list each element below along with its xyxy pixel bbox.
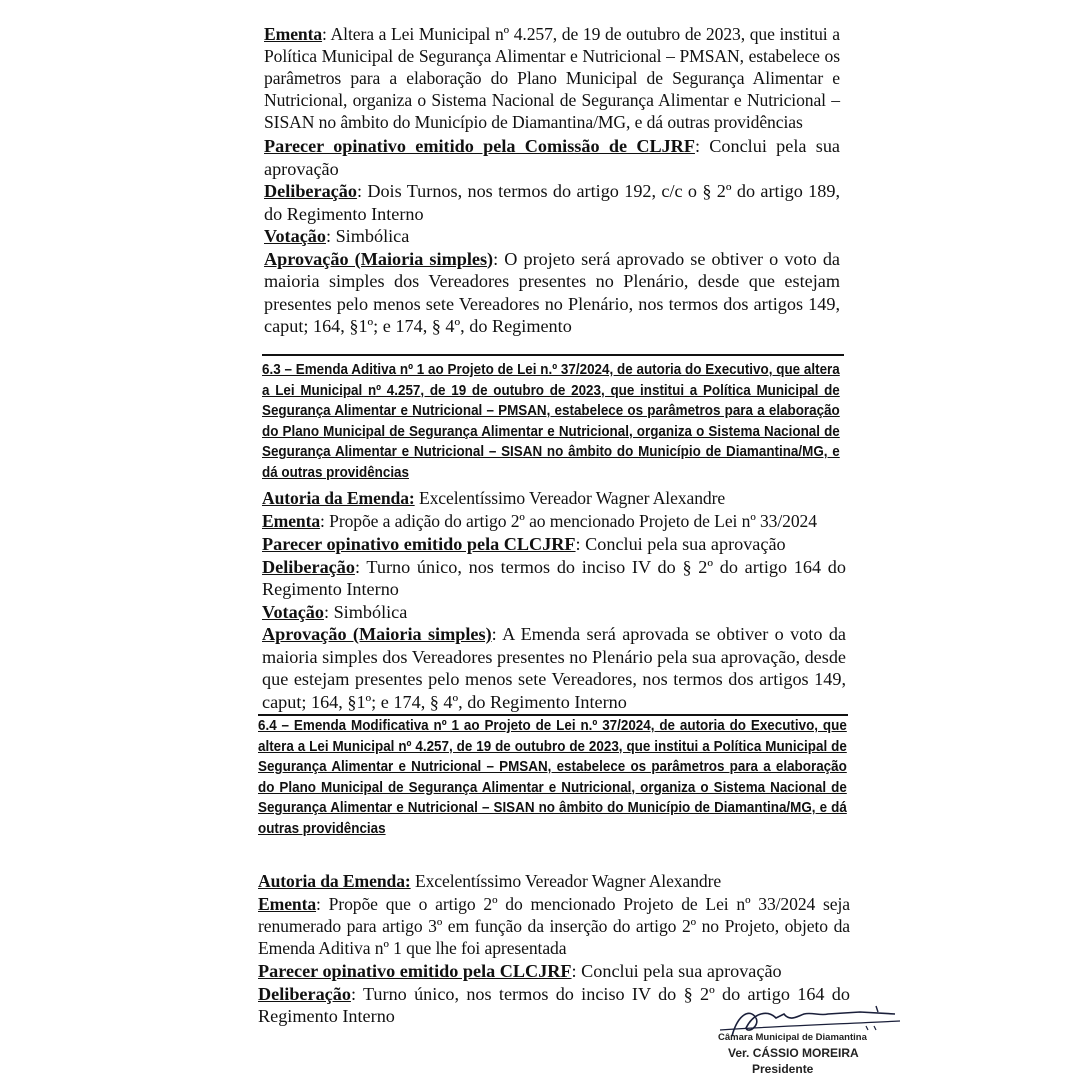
section-6-3-heading-wrap	[262, 360, 890, 484]
autoria-text: Excelentíssimo Vereador Wagner Alexandre	[414, 488, 726, 508]
section-divider	[262, 354, 844, 356]
stamp-title: Presidente	[752, 1062, 814, 1076]
votacao-text: : Simbólica	[323, 601, 408, 622]
deliberacao-label: Deliberação	[264, 181, 357, 201]
ementa-paragraph	[262, 510, 846, 532]
ementa-text: : Propõe que o artigo 2º do mencionado Projeto de Lei nº 33/2024 seja renumerado para artigo 3º em função da inserção do artigo 2º no Projeto, objeto da Emenda Aditiva nº 1 que lhe foi apresentada	[258, 894, 850, 958]
ementa-label: Ementa	[264, 24, 323, 44]
deliberacao-text: : Turno único, nos termos do inciso IV do § 2º do artigo 164 do Regimento Interno	[262, 556, 846, 599]
parecer-paragraph	[258, 960, 850, 983]
autoria-paragraph	[258, 870, 850, 892]
autoria-label: Autoria da Emenda:	[258, 871, 411, 891]
parecer-paragraph	[264, 135, 840, 180]
votacao-paragraph	[262, 601, 846, 624]
deliberacao-text: : Dois Turnos, nos termos do artigo 192, c/c o § 2º do artigo 189, do Regimento Interno	[264, 181, 840, 224]
ementa-paragraph	[258, 893, 850, 959]
ementa-paragraph	[264, 23, 840, 133]
autoria-paragraph	[262, 487, 846, 509]
parecer-text: : Conclui pela sua aprovação	[575, 534, 786, 554]
parecer-text: : Conclui pela sua aprovação	[571, 961, 782, 981]
section-6-4-heading-wrap	[258, 716, 898, 840]
ementa-label: Ementa	[258, 894, 317, 914]
deliberacao-label: Deliberação	[262, 556, 355, 577]
deliberacao-paragraph	[262, 556, 846, 601]
aprovacao-label: Aprovação (Maioria simples)	[262, 624, 492, 644]
parecer-label: Parecer opinativo emitido pela CLCJRF	[262, 534, 576, 554]
aprovacao-paragraph	[262, 623, 846, 713]
parecer-text: : Conclui pela sua aprovação	[264, 136, 840, 179]
ementa-text: : Altera a Lei Municipal nº 4.257, de 19 de outubro de 2023, que institui a Política Municipal de Segurança Alimentar e Nutricional – PMSAN, estabelece os parâmetros para a elaboração do Plano Municipal de Segurança Alimentar e Nutricional, organiza o Sistema Nacional de Segurança Alimentar e Nutricional – SISAN no âmbito do Município de Diamantina/MG, e dá outras providências	[264, 24, 840, 132]
section-6-3-heading: 6.3 – Emenda Aditiva nº 1 ao Projeto de Lei n.º 37/2024, de autoria do Executivo, que altera a Lei Municipal nº 4.257, de 19 de outubro de 2023, que institui a Política Municipal de Segurança Alimentar e Nutricional – PMSAN, estabelece os parâmetros para a elaboração do Plano Municipal de Segurança Alimentar e Nutricional, organiza o Sistema Nacional de Segurança Alimentar e Nutricional – SISAN no âmbito do Município de Diamantina/MG, e dá outras providências	[262, 362, 840, 481]
section-6-3-body	[262, 487, 846, 713]
autoria-text: Excelentíssimo Vereador Wagner Alexandre	[410, 871, 722, 891]
votacao-text: : Simbólica	[325, 226, 410, 246]
ementa-text: : Propõe a adição do artigo 2º ao mencionado Projeto de Lei nº 33/2024	[320, 511, 817, 531]
stamp-institution: Câmara Municipal de Diamantina	[718, 1032, 867, 1043]
ementa-label: Ementa	[262, 511, 321, 531]
deliberacao-paragraph	[264, 180, 840, 225]
votacao-paragraph	[264, 225, 840, 248]
item-block-1	[264, 23, 840, 338]
section-6-4-heading: 6.4 – Emenda Modificativa nº 1 ao Projeto de Lei n.º 37/2024, de autoria do Executivo, que altera a Lei Municipal nº 4.257, de 19 de outubro de 2023, que institui a Política Municipal de Segurança Alimentar e Nutricional – PMSAN, estabelece os parâmetros para a elaboração do Plano Municipal de Segurança Alimentar e Nutricional, organiza o Sistema Nacional de Segurança Alimentar e Nutricional – SISAN no âmbito do Município de Diamantina/MG, e dá outras providências	[258, 718, 847, 837]
deliberacao-text: : Turno único, nos termos do inciso IV do § 2º do artigo 164 do Regimento Interno	[258, 983, 850, 1026]
aprovacao-paragraph	[264, 248, 840, 338]
aprovacao-text: : A Emenda será aprovada se obtiver o voto da maioria simples dos Vereadores presentes no Plenário pela sua aprovação, desde que estejam presentes pelo menos sete Vereadores, nos termos dos artigos 149, caput; 164, §1º; e 174, § 4º, do Regimento Interno	[262, 624, 846, 712]
votacao-label: Votação	[264, 226, 326, 246]
autoria-label: Autoria da Emenda:	[262, 488, 415, 508]
aprovacao-text: : O projeto será aprovado se obtiver o voto da maioria simples dos Vereadores presentes no Plenário, desde que estejam presentes pelo menos sete Vereadores no Plenário, nos termos dos artigos 149, caput; 164, §1º; e 174, § 4º, do Regimento	[264, 248, 840, 336]
stamp-name: Ver. CÁSSIO MOREIRA	[728, 1046, 859, 1060]
signature-block	[690, 1004, 940, 1080]
parecer-label: Parecer opinativo emitido pela CLCJRF	[258, 961, 572, 981]
parecer-label: Parecer opinativo emitido pela Comissão de CLJRF	[264, 136, 695, 156]
parecer-paragraph	[262, 533, 846, 556]
aprovacao-label: Aprovação (Maioria simples)	[264, 248, 494, 269]
votacao-label: Votação	[262, 601, 324, 622]
deliberacao-label: Deliberação	[258, 983, 351, 1004]
